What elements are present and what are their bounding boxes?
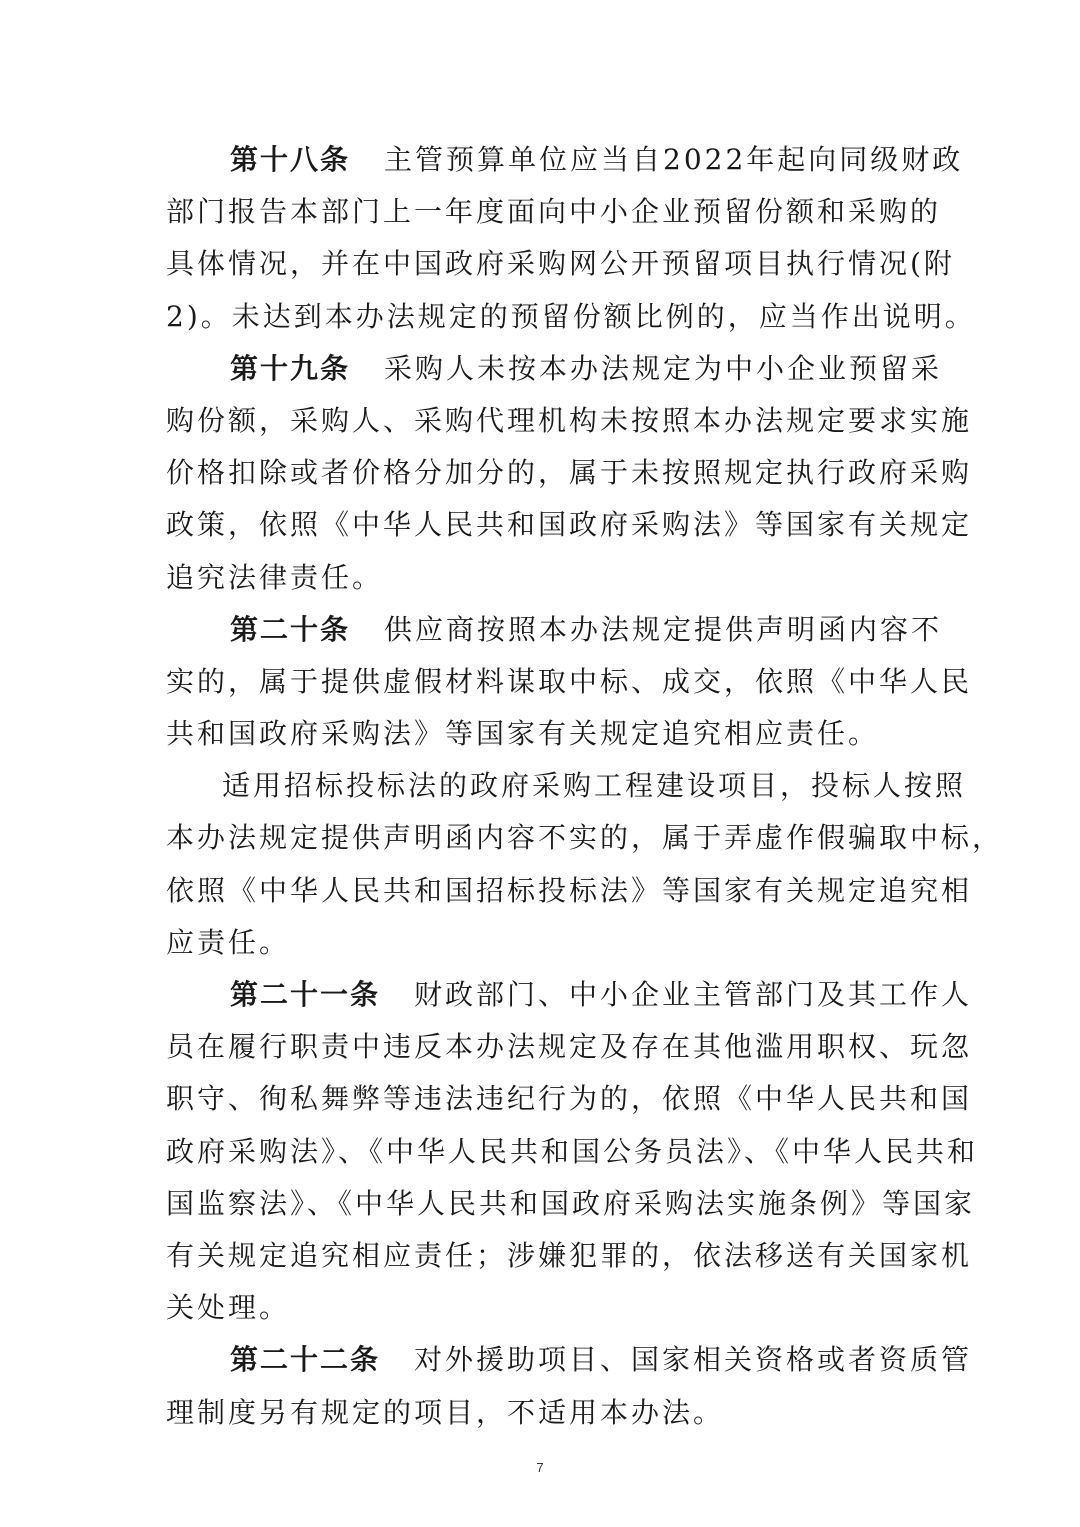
article-19-title: 第十九条 (230, 351, 351, 385)
article-20-first-line (166, 604, 943, 656)
article-21-text: 财政部门、中小企业主管部门及其工作人 (414, 978, 973, 1011)
article-18-text: 主管预算单位应当自2022年起向同级财政 (384, 143, 964, 176)
article-19-line: 购份额，采购人、采购代理机构未按照本办法规定要求实施 (166, 403, 973, 437)
article-22-line: 理制度另有规定的项目，不适用本办法。 (166, 1395, 725, 1429)
article-19-first-line (166, 343, 943, 395)
article-19-text: 采购人未按本办法规定为中小企业预留采 (384, 351, 943, 385)
article-21-line: 职守、徇私舞弊等违法违纪行为的，依照《中华人民共和国 (166, 1082, 973, 1116)
article-21-first-line (166, 969, 973, 1021)
article-19-line: 追究法律责任。 (166, 560, 384, 594)
article-18-title: 第十八条 (230, 143, 351, 176)
article-22-text: 对外援助项目、国家相关资格或者资质管 (414, 1343, 973, 1377)
article-21-line: 有关规定追究相应责任；涉嫌犯罪的，依法移送有关国家机 (166, 1238, 973, 1272)
article-20-line: 实的，属于提供虚假材料谋取中标、成交，依照《中华人民 (166, 664, 973, 698)
article-20-text: 供应商按照本办法规定提供声明函内容不 (384, 612, 943, 646)
article-21-title: 第二十一条 (230, 978, 381, 1011)
article-19-line: 政策，依照《中华人民共和国政府采购法》等国家有关规定 (166, 508, 973, 542)
article-18-line: 2)。未达到本办法规定的预留份额比例的，应当作出说明。 (166, 299, 976, 333)
article-20-line: 共和国政府采购法》等国家有关规定追究相应责任。 (166, 717, 880, 751)
document-body (166, 134, 1004, 1439)
article-22-title: 第二十二条 (230, 1343, 381, 1377)
page-number: 7 (536, 1460, 544, 1475)
article-18-line: 部门报告本部门上一年度面向中小企业预留份额和采购的 (166, 195, 942, 229)
article-18-first-line (166, 134, 964, 186)
article-20-para2-line: 依照《中华人民共和国招标投标法》等国家有关规定追究相 (166, 873, 973, 907)
article-19-line: 价格扣除或者价格分加分的，属于未按照规定执行政府采购 (166, 456, 973, 490)
article-20-para2-line: 应责任。 (166, 925, 291, 959)
article-22-first-line (166, 1334, 973, 1386)
article-21-line: 政府采购法》、《中华人民共和国公务员法》、《中华人民共和 (166, 1134, 979, 1168)
article-21-line: 员在履行职责中违反本办法规定及存在其他滥用职权、玩忽 (166, 1030, 973, 1064)
article-20-para2-line: 本办法规定提供声明函内容不实的，属于弄虚作假骗取中标， (166, 821, 1004, 855)
article-18-line: 具体情况，并在中国政府采购网公开预留项目执行情况(附 (166, 247, 955, 281)
article-21-line: 关处理。 (166, 1291, 291, 1325)
article-20-title: 第二十条 (230, 612, 351, 646)
article-20-para2-line: 适用招标投标法的政府采购工程建设项目，投标人按照 (222, 769, 967, 803)
article-21-line: 国监察法》、《中华人民共和国政府采购法实施条例》等国家 (166, 1186, 976, 1220)
